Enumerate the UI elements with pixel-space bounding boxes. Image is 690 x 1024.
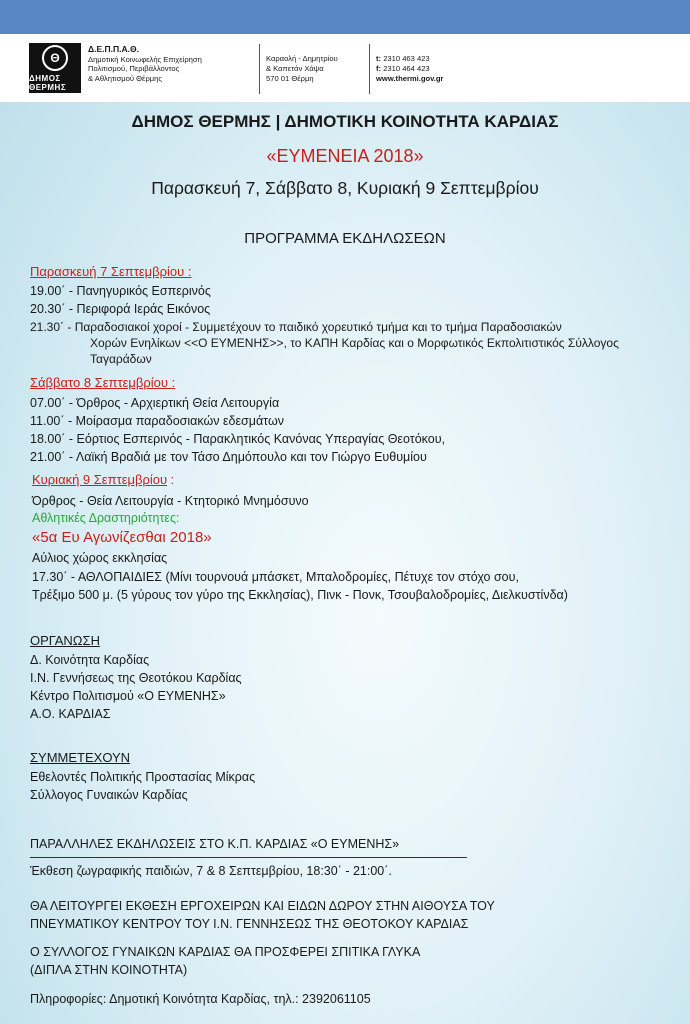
friday-label: Παρασκευή 7 Σεπτεμβρίου : [30, 264, 192, 279]
organiser-item: Α.Ο. ΚΑΡΔΙΑΣ [30, 707, 111, 721]
friday-section [30, 264, 670, 367]
schedule-item: 18.00΄ - Εόρτιος Εσπερινός - Παρακλητικός Κανόνας Υπεραγίας Θεοτόκου, [30, 432, 446, 446]
organisation-line: & Αθλητισμού Θέρμης [88, 73, 163, 83]
organiser-item: Δ. Κοινότητα Καρδίας [30, 653, 150, 667]
phone-number: 2310 463 423 [383, 54, 430, 63]
sports-label: Αθλητικές Δραστηριότητες: [32, 511, 180, 525]
organiser-item: Ι.Ν. Γεννήσεως της Θεοτόκου Καρδίας [30, 671, 242, 685]
games-venue: Αύλιος χώρος εκκλησίας [32, 551, 168, 565]
schedule-item: 20.30΄ - Περιφορά Ιεράς Εικόνος [30, 302, 211, 316]
event-title: «ΕΥΜΕΝΕΙΑ 2018» [266, 146, 424, 166]
top-color-bar [0, 0, 690, 34]
address-info [266, 54, 366, 84]
exhibition-line: Έκθεση ζωγραφικής παιδιών, 7 & 8 Σεπτεμβρίου, 18:30΄ - 21:00΄. [30, 864, 392, 878]
sunday-label: Κυριακή 9 Σεπτεμβρίου [32, 472, 168, 487]
schedule-item-continued: Ταγαράδων [90, 352, 152, 366]
contact-information: Πληροφορίες: Δημοτική Κοινότητα Καρδίας, τηλ.: 2392061105 [30, 992, 371, 1006]
schedule-item: 21.30΄ - Παραδοσιακοί χοροί - Συμμετέχουν το παιδικό χορευτικό τμήμα και το τμήμα Παραδοσιακών [30, 320, 562, 334]
phone-line: t: 2310 463 423 [376, 54, 430, 63]
participant-item: Σύλλογος Γυναικών Καρδίας [30, 788, 188, 802]
saturday-label: Σάββατο 8 Σεπτεμβρίου : [30, 375, 176, 390]
municipality-logo [29, 43, 81, 93]
schedule-item: 07.00΄ - Όρθρος - Αρχιερτική Θεία Λειτουργία [30, 396, 280, 410]
organisation-info [88, 45, 258, 83]
parallel-events-heading: ΠΑΡΑΛΛΗΛΕΣ ΕΚΔΗΛΩΣΕΙΣ ΣΤΟ Κ.Π. ΚΑΡΔΙΑΣ «Ο ΕΥΜΕΝΗΣ» [30, 837, 400, 851]
sunday-label-row: Κυριακή 9 Σεπτεμβρίου : [32, 472, 175, 487]
website-link[interactable]: www.thermi.gov.gr [376, 74, 444, 83]
participant-item: Εθελοντές Πολιτικής Προστασίας Μίκρας [30, 770, 256, 784]
participants-heading: ΣΥΜΜΕΤΕΧΟΥΝ [30, 750, 131, 765]
organisation-acronym: Δ.Ε.Π.Π.Α.Θ. [88, 44, 139, 54]
address-line: Καραολή - Δημητρίου [266, 54, 338, 63]
sweets-notice: Ο ΣΥΛΛΟΓΟΣ ΓΥΝΑΙΚΩΝ ΚΑΡΔΙΑΣ ΘΑ ΠΡΟΣΦΕΡΕΙ ΣΠΙΤΙΚΑ ΓΛΥΚΑ (ΔΙΠΛΑ ΣΤΗΝ ΚΟΙΝΟΤΗΤΑ) [30, 945, 421, 977]
header-divider [369, 44, 370, 94]
sunday-section [32, 472, 672, 603]
logo-wordmark: ΔΗΜΟΣ ΘΕΡΜΗΣ [29, 73, 67, 92]
heading-underline [30, 857, 467, 858]
games-title: «5α Ευ Αγωνίζεσθαι 2018» [32, 529, 212, 546]
letterhead [0, 34, 690, 102]
schedule-item: 19.00΄ - Πανηγυρικός Εσπερινός [30, 284, 211, 298]
programme-heading: ΠΡΟΓΡΑΜΜΑ ΕΚΔΗΛΩΣΕΩΝ [244, 230, 446, 247]
organisation-line: Δημοτική Κοινωφελής Επιχείρηση [88, 54, 202, 64]
schedule-item: 21.00΄ - Λαϊκή Βραδιά με τον Τάσο Δημόπουλο και τον Γιώργο Ευθυμίου [30, 450, 427, 464]
logo-emblem-icon: Θ [42, 45, 68, 71]
participants-section [30, 750, 670, 803]
header-divider [259, 44, 260, 94]
fax-number: 2310 464 423 [383, 64, 430, 73]
municipality-title: ΔΗΜΟΣ ΘΕΡΜΗΣ | ΔΗΜΟΤΙΚΗ ΚΟΙΝΟΤΗΤΑ ΚΑΡΔΙΑΣ [131, 112, 559, 131]
contact-info [376, 54, 496, 84]
handicraft-notice: ΘΑ ΛΕΙΤΟΥΡΓΕΙ ΕΚΘΕΣΗ ΕΡΓΟΧΕΙΡΩΝ ΚΑΙ ΕΙΔΩΝ ΔΩΡΟΥ ΣΤΗΝ ΑΙΘΟΥΣΑ ΤΟΥ ΠΝΕΥΜΑΤΙΚΟΥ ΚΕΝΤΡΟΥ ΤΟΥ Ι.Ν. ΓΕΝΝΗΣΕΩΣ ΤΗΣ ΘΕΟΤΟΚΟΥ ΚΑΡΔΙΑΣ [30, 899, 495, 931]
organisers-heading: ΟΡΓΑΝΩΣΗ [30, 633, 100, 648]
organiser-item: Κέντρο Πολιτισμού «Ο ΕΥΜΕΝΗΣ» [30, 689, 226, 703]
schedule-item: Όρθρος - Θεία Λειτουργία - Κτητορικό Μνημόσυνο [32, 494, 309, 508]
address-line: & Καπετάν Χάψα [266, 64, 324, 73]
schedule-item: 11.00΄ - Μοίρασμα παραδοσιακών εδεσμάτων [30, 414, 284, 428]
games-details: 17.30΄ - ΑΘΛΟΠΑΙΔΙΕΣ (Μίνι τουρνουά μπάσκετ, Μπαλοδρομίες, Πέτυχε τον στόχο σου, [32, 570, 519, 584]
event-dates: Παρασκευή 7, Σάββατο 8, Κυριακή 9 Σεπτεμβρίου [151, 178, 539, 198]
address-line: 570 01 Θέρμη [266, 74, 314, 83]
organisers-section [30, 633, 670, 722]
organisation-line: Πολιτισμού, Περιβάλλοντος [88, 64, 180, 73]
saturday-section [30, 375, 670, 465]
fax-line: f: 2310 464 423 [376, 64, 430, 73]
schedule-item-continued: Χορών Ενηλίκων <<Ο ΕΥΜΕΝΗΣ>>, το ΚΑΠΗ Καρδίας και ο Μορφωτικός Εκπολιτιστικός Σύλλογος [90, 336, 619, 350]
games-details: Τρέξιμο 500 μ. (5 γύρους τον γύρο της Εκκλησίας), Πινκ - Πονκ, Τσουβαλοδρομίες, Διελκυστίνδα) [32, 588, 568, 602]
